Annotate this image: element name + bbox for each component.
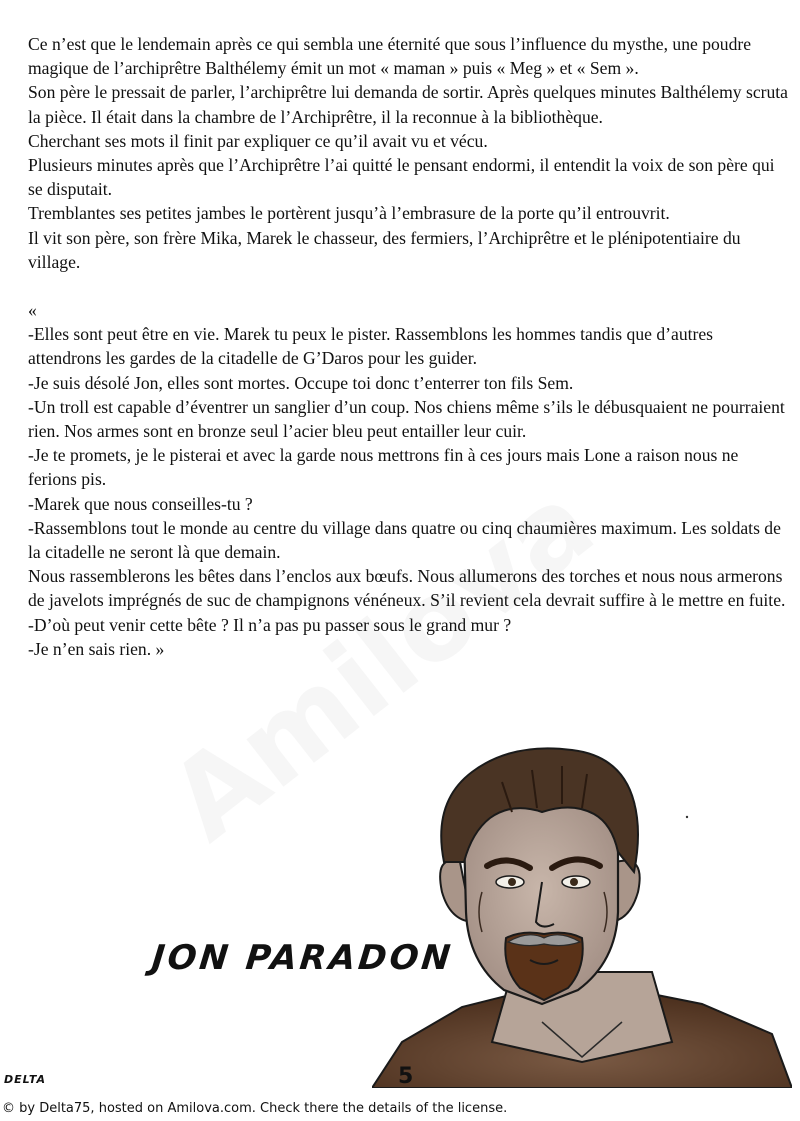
paragraph: Ce n’est que le lendemain après ce qui sembla une éternité que sous l’influence du mysthe, une poudre magique de l’archiprêtre Balthélemy émit un mot « maman » puis « Meg » et « Sem ». [28,34,752,79]
artist-signature: DELTA [4,1073,46,1086]
license-footer: © by Delta75, hosted on Amilova.com. Check there the details of the license. [2,1101,508,1116]
dialogue-line: -D’où peut venir cette bête ? Il n’a pas pu passer sous le grand mur ? [28,614,512,635]
dialogue-line: Nous rassemblerons les bêtes dans l’enclos aux bœufs. Nous allumerons des torches et nous nous armerons de javelots imprégnés de suc de champignons vénéneux. S’il revient cela devrait suffire à le mettre en fuite. [28,566,786,611]
dialogue-line: -Elles sont peut être en vie. Marek tu peux le pister. Rassemblons les hommes tandis que d’autres attendrons les gardes de la citadelle de G’Daros pour les guider. [28,324,714,369]
dialogue-line: -Marek que nous conseilles-tu ? [28,493,253,514]
dialogue-line: -Je te promets, je le pisterai et avec la garde nous mettrons fin à ces jours mais Lone a raison nous ne ferions pis. [28,445,739,490]
paragraph: Son père le pressait de parler, l’archiprêtre lui demanda de sortir. Après quelques minutes Balthélemy scruta la pièce. Il était dans la chambre de l’Archiprêtre, il la reconnue à la bibliothèque. [28,82,788,127]
page-number: 5 [398,1064,414,1089]
paragraph: Cherchant ses mots il finit par expliquer ce qu’il avait vu et vécu. [28,130,488,151]
paragraph: Tremblantes ses petites jambes le portèrent jusqu’à l’embrasure de la porte qu’il entrouvrit. [28,203,670,224]
dialogue-open-quote: « [28,300,37,321]
character-portrait [372,742,792,1088]
dialogue-line: -Un troll est capable d’éventrer un sanglier d’un coup. Nos chiens même s’ils le débusquaient ne pourraient rien. Nos armes sont en bronze seul l’acier bleu peut entailler leur cuir. [28,396,785,442]
character-name-caption: JON PARADON [149,938,456,978]
dialogue-line: -Je n’en sais rien. » [28,638,165,659]
paragraph-gap [28,274,788,298]
dialogue-line: -Rassemblons tout le monde au centre du village dans quatre ou cinq chaumières maximum. Les soldats de la citadelle ne seront là que demain. [28,517,781,563]
story-text [28,32,788,661]
dialogue-line: -Je suis désolé Jon, elles sont mortes. Occupe toi donc t’enterrer ton fils Sem. [28,372,574,393]
paragraph: Plusieurs minutes après que l’Archiprêtre l’ai quitté le pensant endormi, il entendit la voix de son père qui se disputait. [28,155,775,200]
paragraph: Il vit son père, son frère Mika, Marek le chasseur, des fermiers, l’Archiprêtre et le plénipotentiaire du village. [28,227,741,272]
